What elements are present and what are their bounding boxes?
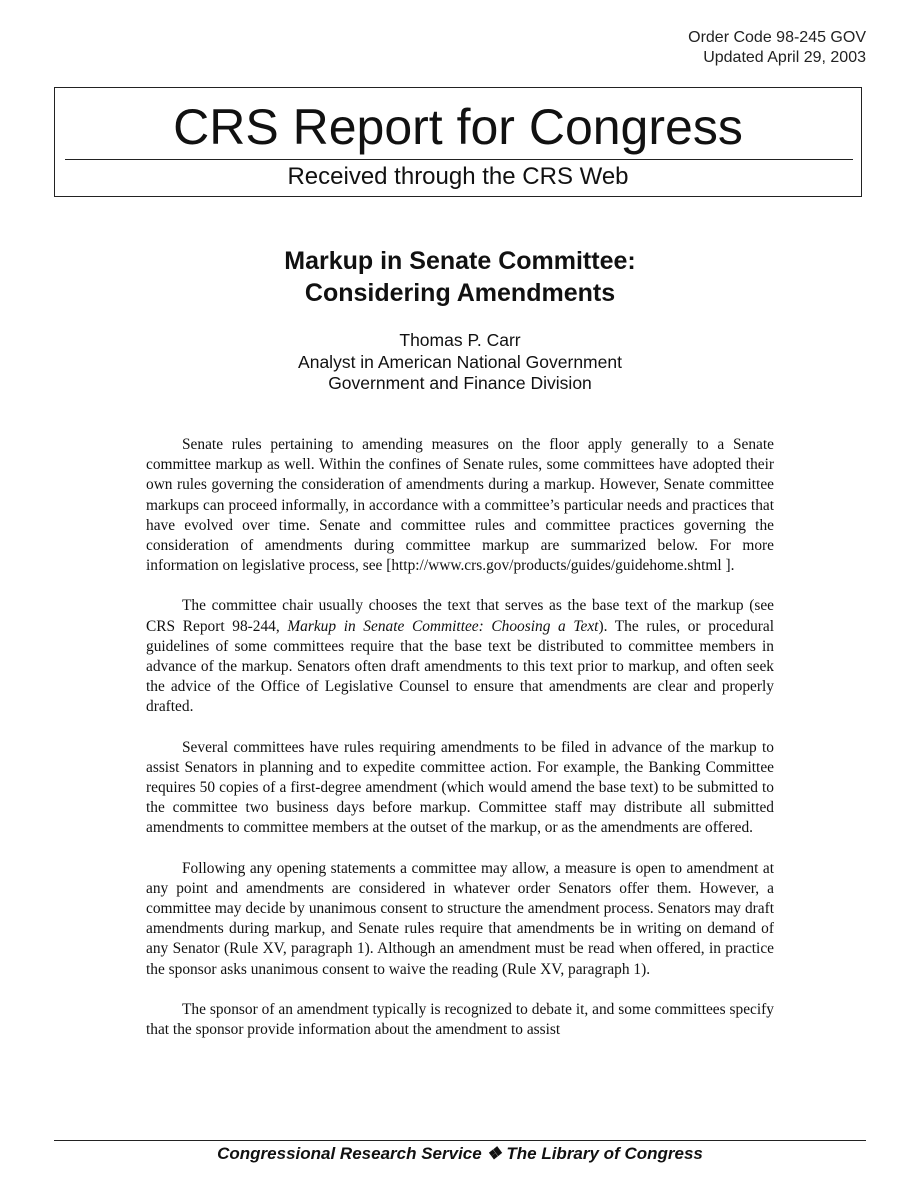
- footer-text: Congressional Research Service ❖ The Library of Congress: [217, 1144, 703, 1163]
- paragraph-3: Several committees have rules requiring amendments to be filed in advance of the markup to assist Senators in planning and to expedite committee action. For example, the Banking Committee requires 50 copies of a first-degree amendment (which would amend the base text) to be submitted to the committee two business days before markup. Committee staff may distribute all submitted amendments to committee members at the outset of the markup, or as the amendments are offered.: [146, 738, 774, 837]
- footer-divider: [54, 1140, 866, 1141]
- paragraph-5: The sponsor of an amendment typically is recognized to debate it, and some committees specify that the sponsor provide information about the amendment to assist: [146, 1000, 774, 1039]
- paragraph-2-text-b: ). The rules, or procedural guidelines of some committees require that the base text be distributed to committee members in advance of the markup. Senators often draft amendments to this text prior to markup, and often seek the advice of the Office of Legislative Counsel to ensure that amendments are clear and properly drafted.: [146, 617, 774, 716]
- body-text: [146, 435, 774, 1040]
- updated-date: Updated April 29, 2003: [703, 49, 866, 66]
- masthead-divider: [65, 159, 853, 160]
- report-title-line-1: Markup in Senate Committee:: [284, 247, 636, 275]
- author-division: Government and Finance Division: [328, 373, 592, 393]
- order-code: Order Code 98-245 GOV: [688, 29, 866, 46]
- paragraph-4: Following any opening statements a committee may allow, a measure is open to amendment at any point and amendments are considered in whatever order Senators offer them. However, a committee may decide by unanimous consent to structure the amendment process. Senators may draft amendments during markup, and Senate rules require that amendments be in writing on demand of any Senator (Rule XV, paragraph 1). Although an amendment must be read when offered, in practice the sponsor asks unanimous consent to waive the reading (Rule XV, paragraph 1).: [146, 859, 774, 978]
- author-name: Thomas P. Carr: [399, 330, 521, 350]
- paragraph-2-text-a: The committee chair usually chooses the text that serves as the base text of the markup (see CRS Report 98-244,: [146, 597, 774, 635]
- paragraph-2: [146, 596, 774, 717]
- author-block: [0, 330, 920, 395]
- paragraph-1: Senate rules pertaining to amending measures on the floor apply generally to a Senate committee markup as well. Within the confines of Senate rules, some committees have adopted their own rules governing the consideration of amendments during a markup. However, Senate committee markups can proceed informally, in accordance with a committee’s particular needs and practices that have evolved over time. Senate and committee rules and committee practices governing the consideration of amendments during committee markup are summarized below. For more information on legislative process, see [http://www.crs.gov/products/guides/guidehome.shtml ].: [146, 436, 774, 575]
- order-code-block: [688, 28, 866, 68]
- masthead-subtitle: Received through the CRS Web: [287, 163, 629, 190]
- masthead-title: CRS Report for Congress: [173, 99, 743, 155]
- report-title-line-2: Considering Amendments: [304, 279, 616, 307]
- masthead-box: [54, 87, 862, 197]
- author-title: Analyst in American National Government: [298, 351, 622, 372]
- cited-report-title: Markup in Senate Committee: Choosing a Text: [287, 617, 599, 635]
- report-title: [0, 245, 920, 309]
